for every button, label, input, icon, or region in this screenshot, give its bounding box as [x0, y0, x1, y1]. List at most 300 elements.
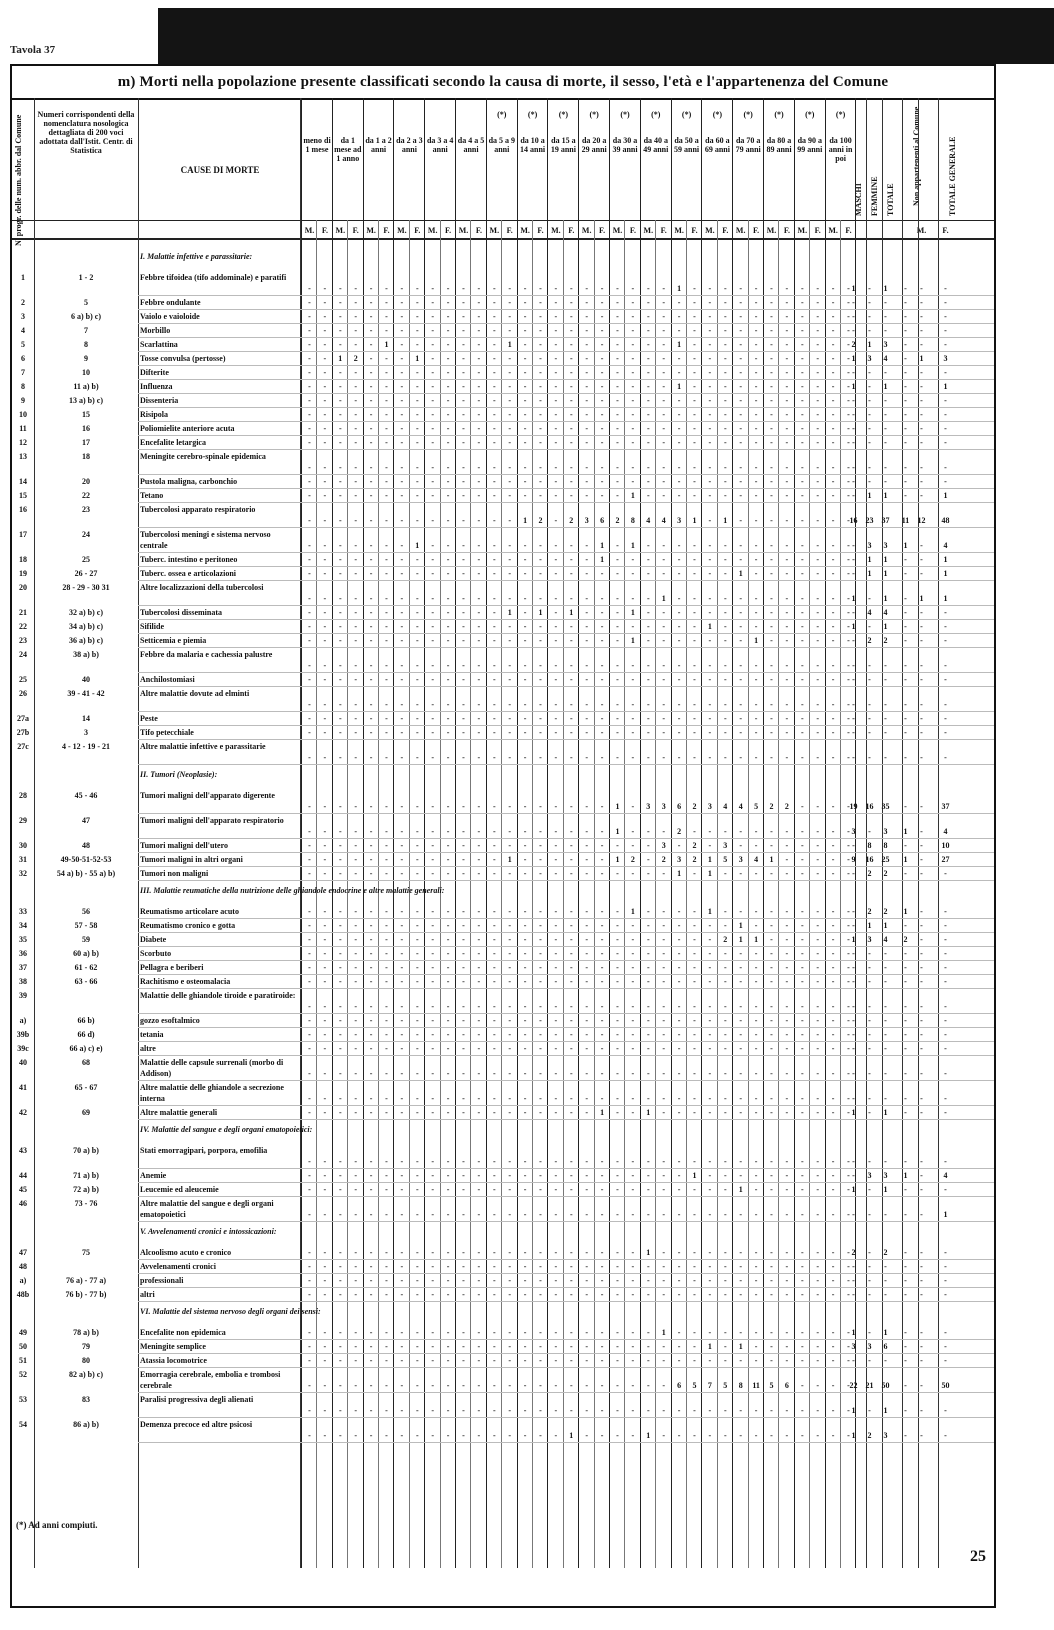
- row-number: 11: [19, 424, 27, 433]
- row-cause: Influenza: [140, 382, 173, 391]
- row-cell: -: [708, 935, 712, 944]
- row-cell: -: [415, 661, 419, 670]
- row-cell: -: [462, 1342, 465, 1351]
- row-cell: -: [677, 714, 681, 723]
- row-cell: 1: [851, 935, 856, 944]
- row-cell: -: [338, 827, 342, 836]
- row-cell: -: [944, 1290, 947, 1299]
- row-cell: -: [569, 963, 573, 972]
- row-number: 41: [19, 1083, 27, 1092]
- row-cell: -: [539, 636, 542, 645]
- row-rule: [138, 1041, 994, 1042]
- row-cell: -: [523, 949, 527, 958]
- row-cell: -: [631, 312, 635, 321]
- row-number: 36: [19, 949, 27, 958]
- row-cell: -: [523, 841, 527, 850]
- row-cell: -: [662, 977, 666, 986]
- sex-header: F.: [814, 226, 821, 235]
- row-cell: -: [904, 1290, 907, 1299]
- table-row: [12, 409, 994, 420]
- row-cell: -: [446, 1406, 450, 1415]
- row-cell: -: [508, 1381, 512, 1390]
- row-cell: -: [816, 921, 820, 930]
- row-cell: -: [693, 949, 696, 958]
- row-cell: -: [369, 949, 373, 958]
- row-cell: -: [523, 463, 527, 472]
- row-cell: -: [354, 841, 358, 850]
- row-cell: -: [492, 1290, 496, 1299]
- row-cell: -: [816, 827, 820, 836]
- row-cell: -: [785, 636, 789, 645]
- row-cell: -: [492, 477, 496, 486]
- row-cell: -: [446, 608, 450, 617]
- row-cell: -: [785, 312, 789, 321]
- row-cell: -: [800, 977, 804, 986]
- table-row: [12, 1369, 994, 1391]
- row-cell: -: [431, 675, 435, 684]
- row-cell: -: [446, 1044, 450, 1053]
- row-cell: -: [477, 661, 481, 670]
- row-cell: -: [800, 608, 804, 617]
- row-cell: -: [508, 1328, 512, 1337]
- row-cell: -: [884, 1094, 887, 1103]
- row-cell: -: [308, 1185, 311, 1194]
- row-cell: -: [847, 1210, 850, 1219]
- row-cause: Atassia locomotrice: [140, 1356, 207, 1365]
- row-cell: -: [600, 1069, 604, 1078]
- row-cell: -: [770, 963, 773, 972]
- row-cell: -: [662, 608, 666, 617]
- row-cell: -: [631, 1406, 635, 1415]
- row-cell: -: [852, 298, 855, 307]
- row-cell: -: [308, 949, 311, 958]
- row-cell: -: [508, 1108, 512, 1117]
- row-cell: -: [816, 700, 820, 709]
- row-cell: -: [323, 608, 327, 617]
- row-cell: -: [616, 728, 619, 737]
- row-cell: -: [631, 1108, 635, 1117]
- row-cell: -: [770, 1248, 773, 1257]
- row-number: 3: [21, 312, 25, 321]
- row-cell: -: [852, 555, 855, 564]
- row-cell: -: [323, 354, 327, 363]
- row-cell: -: [831, 1094, 835, 1103]
- row-cell: -: [754, 1094, 758, 1103]
- row-cell: -: [523, 410, 527, 419]
- row-cell: -: [431, 869, 435, 878]
- row-cell: -: [523, 368, 527, 377]
- row-cell: -: [446, 1248, 450, 1257]
- row-cell: -: [385, 477, 388, 486]
- row-cell: -: [754, 1185, 758, 1194]
- row-number: 23: [19, 636, 27, 645]
- row-cell: -: [868, 1290, 871, 1299]
- row-code: 9: [84, 354, 88, 363]
- row-cell: -: [677, 1108, 681, 1117]
- row-cell: -: [523, 907, 527, 916]
- row-number: 8: [21, 382, 25, 391]
- row-cell: -: [944, 869, 947, 878]
- row-cell: -: [852, 921, 855, 930]
- row-cell: -: [431, 463, 435, 472]
- row-cell: -: [785, 1248, 789, 1257]
- row-cell: -: [400, 298, 404, 307]
- row-cell: -: [462, 636, 465, 645]
- row-cell: -: [754, 700, 758, 709]
- row-cell: -: [662, 569, 666, 578]
- row-cell: 3: [661, 802, 666, 811]
- row-cell: -: [693, 1002, 696, 1011]
- row-cell: -: [308, 1210, 311, 1219]
- row-cell: -: [631, 1356, 635, 1365]
- row-cell: -: [631, 1328, 635, 1337]
- row-cell: -: [944, 963, 947, 972]
- row-code: 82 a) b) c): [69, 1370, 103, 1379]
- row-cell: -: [523, 1044, 527, 1053]
- row-cell: -: [723, 1069, 727, 1078]
- row-cell: -: [662, 700, 666, 709]
- row-cell: -: [868, 1108, 871, 1117]
- row-cell: 5: [723, 855, 728, 864]
- row-cell: -: [492, 541, 496, 550]
- row-cell: -: [477, 541, 481, 550]
- row-cell: -: [338, 869, 342, 878]
- row-cell: -: [539, 1030, 542, 1039]
- row-cell: -: [462, 1094, 465, 1103]
- row-cell: -: [523, 1016, 527, 1025]
- row-cell: -: [800, 661, 804, 670]
- row-cell: -: [920, 1069, 923, 1078]
- total-header: Non appartenenti al Comune: [912, 106, 921, 206]
- row-cell: -: [338, 1171, 342, 1180]
- row-cell: -: [539, 463, 542, 472]
- row-cell: -: [920, 1342, 923, 1351]
- row-rule: [138, 1392, 994, 1393]
- row-cell: 1: [851, 354, 856, 363]
- row-cell: -: [308, 368, 311, 377]
- row-cell: -: [884, 1262, 887, 1271]
- row-cell: -: [554, 700, 558, 709]
- row-cell: -: [308, 284, 311, 293]
- sex-header: M.: [674, 226, 684, 235]
- row-cell: -: [662, 907, 666, 916]
- row-cell: -: [662, 1016, 666, 1025]
- row-cell: -: [631, 827, 635, 836]
- row-cell: -: [770, 491, 773, 500]
- row-cell: -: [569, 1094, 573, 1103]
- row-cell: -: [723, 1044, 727, 1053]
- row-cell: -: [944, 326, 947, 335]
- row-cell: -: [754, 477, 758, 486]
- row-cell: -: [369, 977, 373, 986]
- row-cell: -: [600, 728, 604, 737]
- row-cell: -: [868, 1276, 871, 1285]
- row-cell: -: [800, 491, 804, 500]
- row-cell: -: [539, 1248, 542, 1257]
- row-cell: -: [944, 622, 947, 631]
- row-cell: -: [616, 714, 619, 723]
- row-cell: 1: [943, 594, 948, 603]
- row-cell: -: [415, 608, 419, 617]
- row-cell: -: [554, 368, 558, 377]
- row-number: 32: [19, 869, 27, 878]
- row-cell: -: [585, 1044, 589, 1053]
- row-cell: -: [785, 1262, 789, 1271]
- row-cell: -: [723, 700, 727, 709]
- row-cell: -: [492, 1381, 496, 1390]
- row-cell: -: [944, 1002, 947, 1011]
- row-cell: -: [739, 622, 743, 631]
- row-cell: -: [462, 340, 465, 349]
- row-cell: -: [884, 410, 887, 419]
- row-cell: -: [539, 1328, 542, 1337]
- row-cell: -: [677, 1094, 681, 1103]
- sex-header: M.: [551, 226, 561, 235]
- row-cell: -: [662, 410, 666, 419]
- row-cell: -: [400, 1210, 404, 1219]
- row-cell: -: [462, 753, 465, 762]
- row-cell: -: [770, 935, 773, 944]
- row-cell: -: [308, 714, 311, 723]
- row-cell: -: [385, 1406, 388, 1415]
- row-cell: -: [323, 661, 327, 670]
- row-cell: -: [662, 921, 666, 930]
- row-cell: -: [585, 802, 589, 811]
- row-cell: -: [385, 555, 388, 564]
- row-cell: -: [554, 298, 558, 307]
- row-cell: -: [847, 1276, 850, 1285]
- row-code: 25: [82, 555, 90, 564]
- row-cell: 1: [919, 354, 924, 363]
- row-cell: -: [569, 438, 573, 447]
- row-cell: -: [785, 396, 789, 405]
- row-cell: -: [415, 675, 419, 684]
- row-cell: -: [369, 921, 373, 930]
- row-cell: -: [431, 977, 435, 986]
- row-cell: -: [585, 1210, 589, 1219]
- row-cell: -: [508, 326, 512, 335]
- row-code: 17: [82, 438, 90, 447]
- row-cell: 1: [754, 636, 759, 645]
- row-code: 65 - 67: [74, 1083, 98, 1092]
- row-rule: [138, 365, 994, 366]
- row-cell: -: [354, 1406, 358, 1415]
- row-cell: -: [554, 1030, 558, 1039]
- row-cell: -: [462, 728, 465, 737]
- row-cell: -: [508, 1210, 512, 1219]
- row-cell: -: [431, 855, 435, 864]
- sex-header: M.: [705, 226, 715, 235]
- row-cell: -: [400, 1030, 404, 1039]
- row-cell: -: [492, 1002, 496, 1011]
- row-cell: -: [308, 1157, 311, 1166]
- row-cell: -: [723, 728, 727, 737]
- row-cell: -: [708, 1044, 712, 1053]
- row-cell: -: [739, 340, 743, 349]
- row-cell: -: [868, 1030, 871, 1039]
- row-cell: -: [616, 424, 619, 433]
- row-cell: -: [816, 424, 820, 433]
- row-cell: -: [800, 1185, 804, 1194]
- row-cell: -: [693, 753, 696, 762]
- row-cell: -: [662, 326, 666, 335]
- row-cell: -: [852, 463, 855, 472]
- row-cell: -: [800, 1108, 804, 1117]
- row-cell: -: [785, 714, 789, 723]
- row-cell: -: [884, 1002, 887, 1011]
- row-cell: -: [400, 1248, 404, 1257]
- row-cell: -: [385, 382, 388, 391]
- row-cell: -: [323, 1248, 327, 1257]
- row-cell: -: [369, 907, 373, 916]
- row-cell: -: [400, 410, 404, 419]
- row-cell: -: [754, 354, 758, 363]
- row-cell: -: [308, 802, 311, 811]
- row-cell: -: [554, 1356, 558, 1365]
- sex-header: F.: [537, 226, 544, 235]
- row-cell: -: [400, 1094, 404, 1103]
- row-cell: -: [462, 477, 465, 486]
- row-cell: -: [600, 661, 604, 670]
- row-cell: -: [816, 1356, 820, 1365]
- row-cell: -: [492, 841, 496, 850]
- row-cell: -: [739, 714, 743, 723]
- row-number: 27a: [17, 714, 29, 723]
- row-number: a): [19, 1276, 27, 1285]
- row-cell: -: [508, 1276, 512, 1285]
- row-cell: -: [831, 728, 835, 737]
- row-cell: -: [492, 340, 496, 349]
- row-cell: -: [446, 1016, 450, 1025]
- row-cell: -: [847, 1044, 850, 1053]
- row-cell: -: [385, 907, 388, 916]
- row-code: 54 a) b) - 55 a) b): [56, 869, 116, 878]
- row-cell: -: [677, 1016, 681, 1025]
- row-cell: -: [800, 284, 804, 293]
- row-cell: -: [415, 1248, 419, 1257]
- row-cell: -: [847, 700, 850, 709]
- row-cell: -: [904, 463, 907, 472]
- row-cell: -: [523, 382, 527, 391]
- row-rule: [138, 393, 994, 394]
- row-cell: -: [770, 1002, 773, 1011]
- row-cell: -: [585, 608, 589, 617]
- row-cell: -: [446, 382, 450, 391]
- row-cell: -: [477, 555, 481, 564]
- row-cell: -: [492, 963, 496, 972]
- row-cell: -: [723, 438, 727, 447]
- row-cell: -: [354, 1002, 358, 1011]
- row-cell: -: [369, 1185, 373, 1194]
- row-cell: -: [646, 1290, 650, 1299]
- row-cell: -: [754, 438, 758, 447]
- row-cell: -: [338, 1356, 342, 1365]
- row-cell: -: [723, 477, 727, 486]
- row-cell: -: [492, 1276, 496, 1285]
- row-cell: 1: [600, 555, 605, 564]
- row-cell: 1: [769, 855, 774, 864]
- row-cell: -: [400, 1290, 404, 1299]
- row-cell: -: [785, 541, 789, 550]
- row-cell: -: [770, 622, 773, 631]
- row-cell: -: [477, 424, 481, 433]
- row-cell: 5: [723, 1381, 728, 1390]
- row-cell: -: [831, 1016, 835, 1025]
- row-cell: -: [539, 1262, 542, 1271]
- age-group-mark: (*): [620, 110, 630, 119]
- row-cell: -: [662, 869, 666, 878]
- row-cell: -: [739, 977, 743, 986]
- row-cell: -: [308, 555, 311, 564]
- row-cell: -: [600, 1431, 604, 1440]
- row-cell: -: [600, 424, 604, 433]
- age-group-header: da 1 mese ad 1 anno: [334, 136, 362, 163]
- row-cell: -: [323, 1381, 327, 1390]
- row-cell: -: [354, 1171, 358, 1180]
- row-cell: -: [920, 1262, 923, 1271]
- row-cell: -: [754, 841, 758, 850]
- row-rule: [138, 580, 994, 581]
- row-cell: -: [600, 1406, 604, 1415]
- table-row: [12, 1145, 994, 1167]
- row-cell: 1: [883, 382, 888, 391]
- row-cell: -: [585, 841, 589, 850]
- row-cell: -: [585, 1185, 589, 1194]
- row-cell: -: [354, 1328, 358, 1337]
- row-cell: -: [431, 841, 435, 850]
- sex-header: F.: [722, 226, 729, 235]
- row-cell: -: [462, 1406, 465, 1415]
- sex-header: F.: [383, 226, 390, 235]
- row-cell: -: [369, 1431, 373, 1440]
- row-cell: -: [477, 1342, 481, 1351]
- row-cell: -: [800, 569, 804, 578]
- row-cell: -: [431, 1342, 435, 1351]
- row-cell: -: [385, 700, 388, 709]
- row-cell: -: [539, 753, 542, 762]
- row-cell: 1: [630, 608, 635, 617]
- row-cell: -: [523, 855, 527, 864]
- row-cell: -: [338, 569, 342, 578]
- row-cell: 1: [943, 555, 948, 564]
- row-cell: -: [920, 438, 923, 447]
- table-row: [12, 741, 994, 763]
- row-cell: -: [616, 477, 619, 486]
- row-cell: -: [920, 1094, 923, 1103]
- row-cell: -: [708, 312, 712, 321]
- row-cell: -: [446, 1356, 450, 1365]
- row-cell: -: [569, 368, 573, 377]
- row-cell: -: [354, 1157, 358, 1166]
- row-cell: -: [369, 608, 373, 617]
- row-cell: -: [646, 1381, 650, 1390]
- row-cell: -: [308, 298, 311, 307]
- row-cell: -: [446, 949, 450, 958]
- row-cell: -: [308, 1328, 311, 1337]
- row-code: 11 a) b): [73, 382, 99, 391]
- row-cell: -: [847, 491, 850, 500]
- row-code: 73 - 76: [74, 1199, 98, 1208]
- row-cell: -: [585, 298, 589, 307]
- sex-header: F.: [352, 226, 359, 235]
- row-cell: -: [852, 424, 855, 433]
- row-cell: -: [770, 1356, 773, 1365]
- row-cell: -: [904, 1248, 907, 1257]
- row-cell: 2: [851, 340, 856, 349]
- row-cell: -: [677, 1262, 681, 1271]
- row-cell: -: [847, 1069, 850, 1078]
- row-cell: -: [739, 594, 743, 603]
